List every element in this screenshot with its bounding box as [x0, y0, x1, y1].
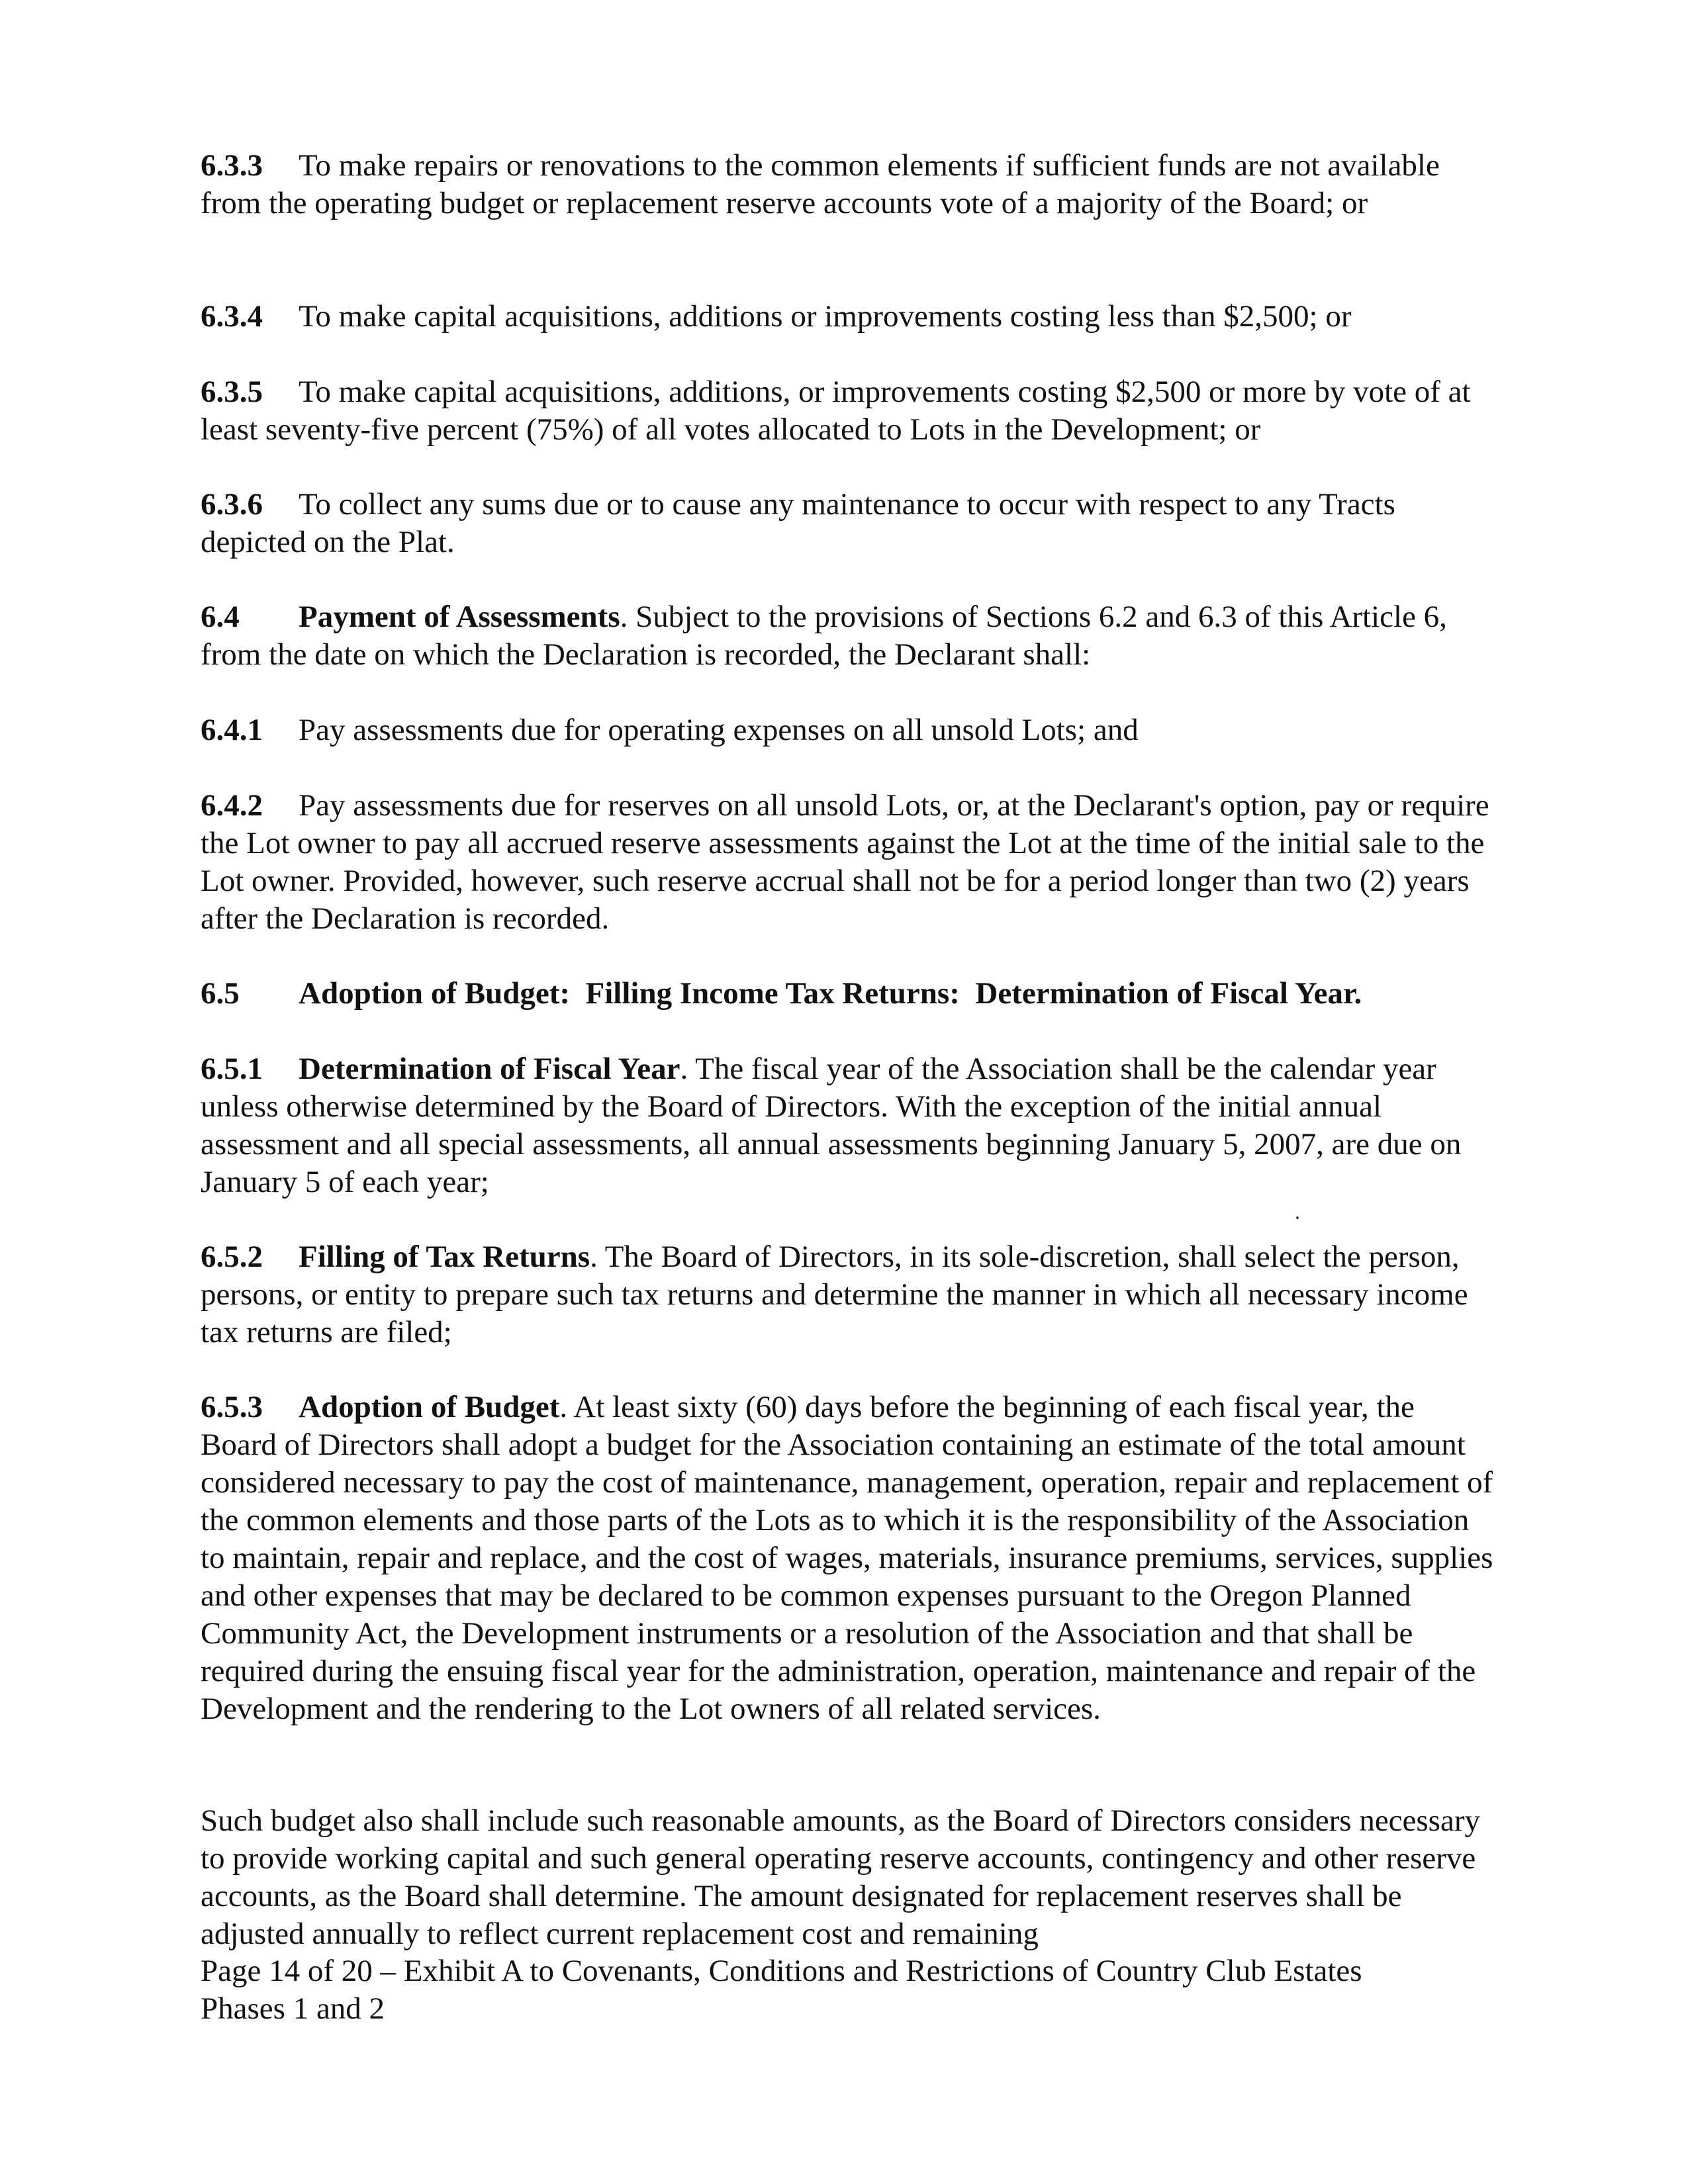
section-6-5: 6.5 Adoption of Budget: Filling Income Tax Returns: Determination of Fiscal Year.	[201, 975, 1498, 1013]
section-number: 6.3.4	[201, 299, 263, 334]
section-text: The fiscal year of the Association shall be the calendar year unless otherwise determined by the Board of Directors. With the exception of the initial annual assessment and all special assessments, all annual assessments beginning January 5, 2007, are due on January 5 of each year;	[201, 1052, 1462, 1199]
scan-speck	[1296, 1216, 1299, 1219]
section-6-4-2	[201, 787, 1498, 938]
section-text: Pay assessments due for reserves on all unsold Lots, or, at the Declarant's option, pay or require the Lot owner to pay all accrued reserve assessments against the Lot at the time of the initial sale to the Lot owner. Provided, however, such reserve accrual shall not be for a period longer than two (2) years after the Declaration is recorded.	[201, 788, 1489, 936]
section-text: At least sixty (60) days before the beginning of each fiscal year, the Board of Directors shall adopt a budget for the Association containing an estimate of the total amount considered necessary to pay the cost of maintenance, management, operation, repair and replacement of the common elements and those parts of the Lots as to which it is the responsibility of the Association to maintain, repair and replace, and the cost of wages, materials, insurance premiums, services, supplies and other expenses that may be declared to be common expenses pursuant to the Oregon Planned Community Act, the Development instruments or a resolution of the Association and that shall be required during the ensuing fiscal year for the administration, operation, maintenance and repair of the Development and the rendering to the Lot owners of all related services.	[201, 1390, 1493, 1726]
section-number: 6.5.3	[201, 1390, 263, 1424]
section-heading: Payment of Assessments	[299, 600, 620, 634]
section-text: To make capital acquisitions, additions or improvements costing less than $2,500; or	[299, 299, 1352, 334]
section-text: To collect any sums due or to cause any maintenance to occur with respect to any Tracts depicted on the Plat.	[201, 487, 1395, 559]
footer-line-1: Page 14 of 20 – Exhibit A to Covenants, Conditions and Restrictions of Country Club Estates	[201, 1954, 1362, 1988]
section-heading: Filling of Tax Returns	[299, 1240, 590, 1274]
section-text: Pay assessments due for operating expenses on all unsold Lots; and	[299, 713, 1139, 747]
section-number: 6.4.2	[201, 788, 263, 823]
section-heading-2: Filling Income Tax Returns:	[585, 976, 960, 1011]
section-number: 6.3.6	[201, 487, 263, 522]
section-heading: Determination of Fiscal Year	[299, 1052, 680, 1086]
section-6-4-1	[201, 711, 1498, 749]
section-text: The Board of Directors, in its sole-discretion, shall select the person, persons, or entity to prepare such tax returns and determine the manner in which all necessary income tax returns are filed;	[201, 1240, 1468, 1349]
section-heading: Adoption of Budget	[299, 1390, 560, 1424]
section-6-3-3	[201, 147, 1498, 222]
section-number: 6.4.1	[201, 713, 263, 747]
footer-line-2: Phases 1 and 2	[201, 1991, 385, 2026]
section-text: To make repairs or renovations to the common elements if sufficient funds are not available from the operating budget or replacement reserve accounts vote of a majority of the Board; or	[201, 148, 1440, 220]
section-6-3-6	[201, 486, 1498, 561]
section-number: 6.3.3	[201, 148, 263, 183]
page-footer	[201, 1952, 1498, 2028]
budget-paragraph	[201, 1802, 1498, 1953]
section-heading-3: Determination of Fiscal Year.	[975, 976, 1362, 1011]
section-number: 6.5.1	[201, 1052, 263, 1086]
section-6-5-3: 6.5.3 Adoption of Budget. At least sixty (60) days before the beginning of each fiscal year, the Board of Directors shall adopt a budget for the Association containing an estimate of the total amount considered necessary to pay the cost of maintenance, management, operation, repair and replacement of the common elements and those parts of the Lots as to which it is the responsibility of the Association to maintain, repair and replace, and the cost of wages, materials, insurance premiums, services, supplies and other expenses that may be declared to be common expenses pursuant to the Oregon Planned Community Act, the Development instruments or a resolution of the Association and that shall be required during the ensuing fiscal year for the administration, operation, maintenance and repair of the Development and the rendering to the Lot owners of all related services.	[201, 1390, 1493, 1726]
section-text: Subject to the provisions of Sections 6.2 and 6.3 of this Article 6, from the date on which the Declaration is recorded, the Declarant shall:	[201, 600, 1447, 672]
section-text: To make capital acquisitions, additions, or improvements costing $2,500 or more by vote of at least seventy-five percent (75%) of all votes allocated to Lots in the Development; or	[201, 375, 1471, 447]
section-6-4: 6.4 Payment of Assessments. Subject to the provisions of Sections 6.2 and 6.3 of this Article 6, from the date on which the Declaration is recorded, the Declarant shall:	[201, 600, 1447, 672]
section-6-5-2: 6.5.2 Filling of Tax Returns. The Board of Directors, in its sole-discretion, shall select the person, persons, or entity to prepare such tax returns and determine the manner in which all necessary income tax returns are filed;	[201, 1240, 1468, 1349]
section-number: 6.5.2	[201, 1240, 263, 1274]
paragraph-text: Such budget also shall include such reasonable amounts, as the Board of Directors considers necessary to provide working capital and such general operating reserve accounts, contingency and other reserve accounts, as the Board shall determine. The amount designated for replacement reserves shall be adjusted annually to reflect current replacement cost and remaining	[201, 1803, 1480, 1951]
section-number: 6.5	[201, 976, 240, 1011]
section-6-5-1: 6.5.1 Determination of Fiscal Year. The fiscal year of the Association shall be the calendar year unless otherwise determined by the Board of Directors. With the exception of the initial annual assessment and all special assessments, all annual assessments beginning January 5, 2007, are due on January 5 of each year;	[201, 1052, 1462, 1199]
section-number: 6.4	[201, 600, 240, 634]
section-heading: Adoption of Budget	[299, 976, 560, 1011]
section-6-3-4	[201, 298, 1498, 336]
section-number: 6.3.5	[201, 375, 263, 409]
section-6-3-5	[201, 373, 1498, 449]
